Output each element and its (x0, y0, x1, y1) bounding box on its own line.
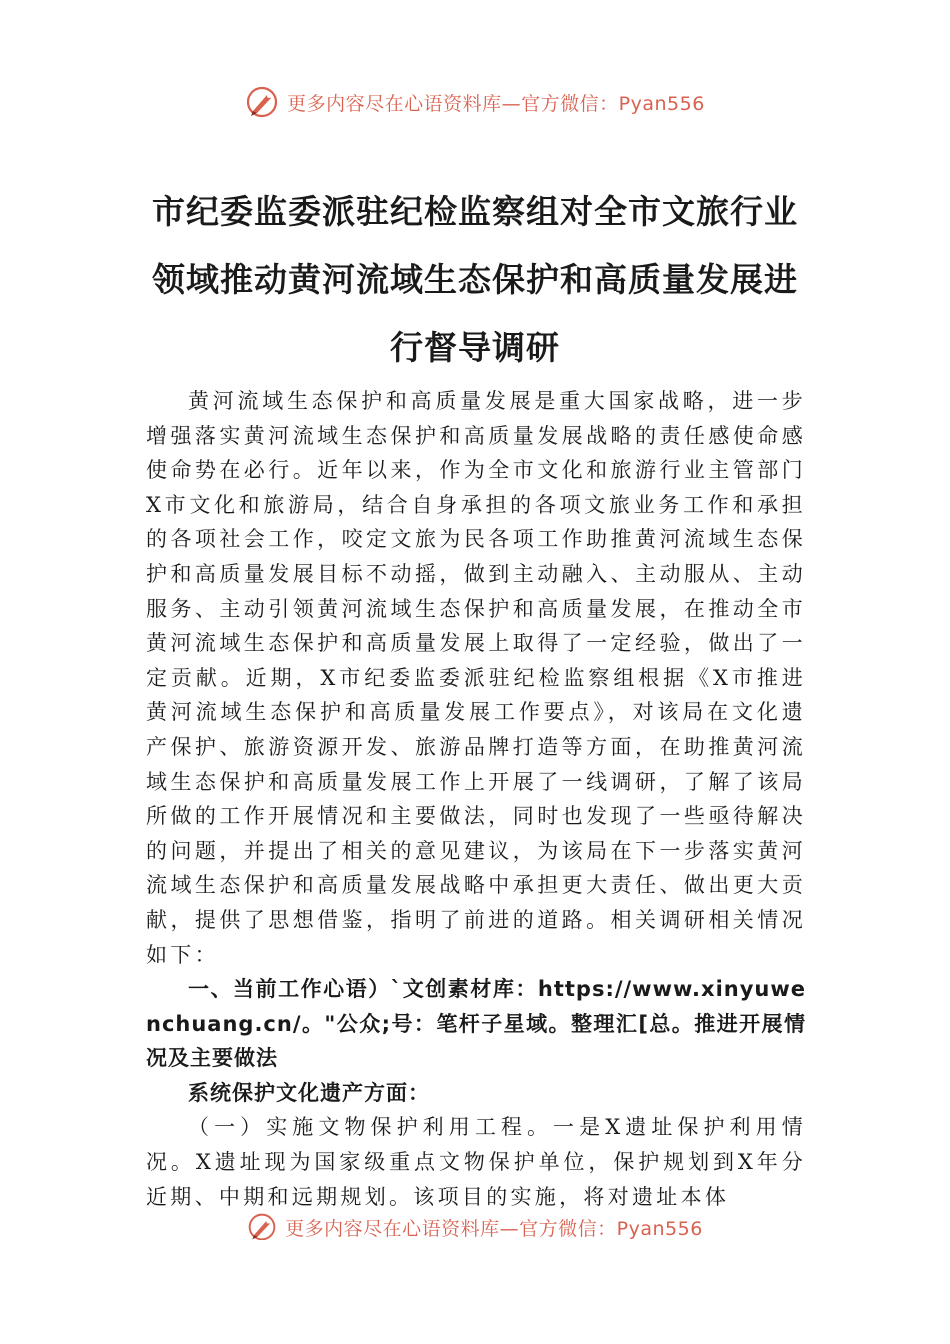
subsection-heading: 系统保护文化遗产方面： (188, 1080, 430, 1105)
item-paragraph: （一）实施文物保护利用工程。一是X遗址保护利用情况。X遗址现为国家级重点文物保护单位，保护规划到X年分近期、中期和远期规划。该项目的实施，将对遗址本体 (146, 1115, 806, 1209)
pen-logo-icon (245, 85, 279, 119)
document-title: 市纪委监委派驻纪检监察组对全市文旅行业领域推动黄河流域生态保护和高质量发展进行督导调研 (152, 192, 798, 367)
pen-logo-icon (247, 1212, 277, 1240)
watermark-text: 更多内容尽在心语资料库—官方微信：Pyan556 (285, 1217, 703, 1240)
document-body (146, 384, 806, 1214)
section-heading: 一、当前工作心语）`文创素材库：https://www.xinyuwenchuang.cn/。"公众;号：笔杆子星域。整理汇[总。推进开展情况及主要做法 (146, 977, 806, 1071)
watermark-header (0, 82, 950, 122)
watermark-footer (0, 1204, 950, 1240)
watermark-text: 更多内容尽在心语资料库—官方微信：Pyan556 (287, 92, 705, 115)
intro-paragraph: 黄河流域生态保护和高质量发展是重大国家战略，进一步增强落实黄河流域生态保护和高质量发展战略的责任感使命感使命势在必行。近年以来，作为全市文化和旅游行业主管部门X市文化和旅游局，结合自身承担的各项文旅业务工作和承担的各项社会工作，咬定文旅为民各项工作助推黄河流域生态保护和高质量发展目标不动摇，做到主动融入、主动服从、主动服务、主动引领黄河流域生态保护和高质量发展，在推动全市黄河流域生态保护和高质量发展上取得了一定经验，做出了一定贡献。近期，X市纪委监委派驻纪检监察组根据《X市推进黄河流域生态保护和高质量发展工作要点》，对该局在文化遗产保护、旅游资源开发、旅游品牌打造等方面，在助推黄河流域生态保护和高质量发展工作上开展了一线调研，了解了该局所做的工作开展情况和主要做法，同时也发现了一些亟待解决的问题，并提出了相关的意见建议，为该局在下一步落实黄河流域生态保护和高质量发展战略中承担更大责任、做出更大贡献，提供了思想借鉴，指明了前进的道路。相关调研相关情况如下： (146, 389, 806, 967)
